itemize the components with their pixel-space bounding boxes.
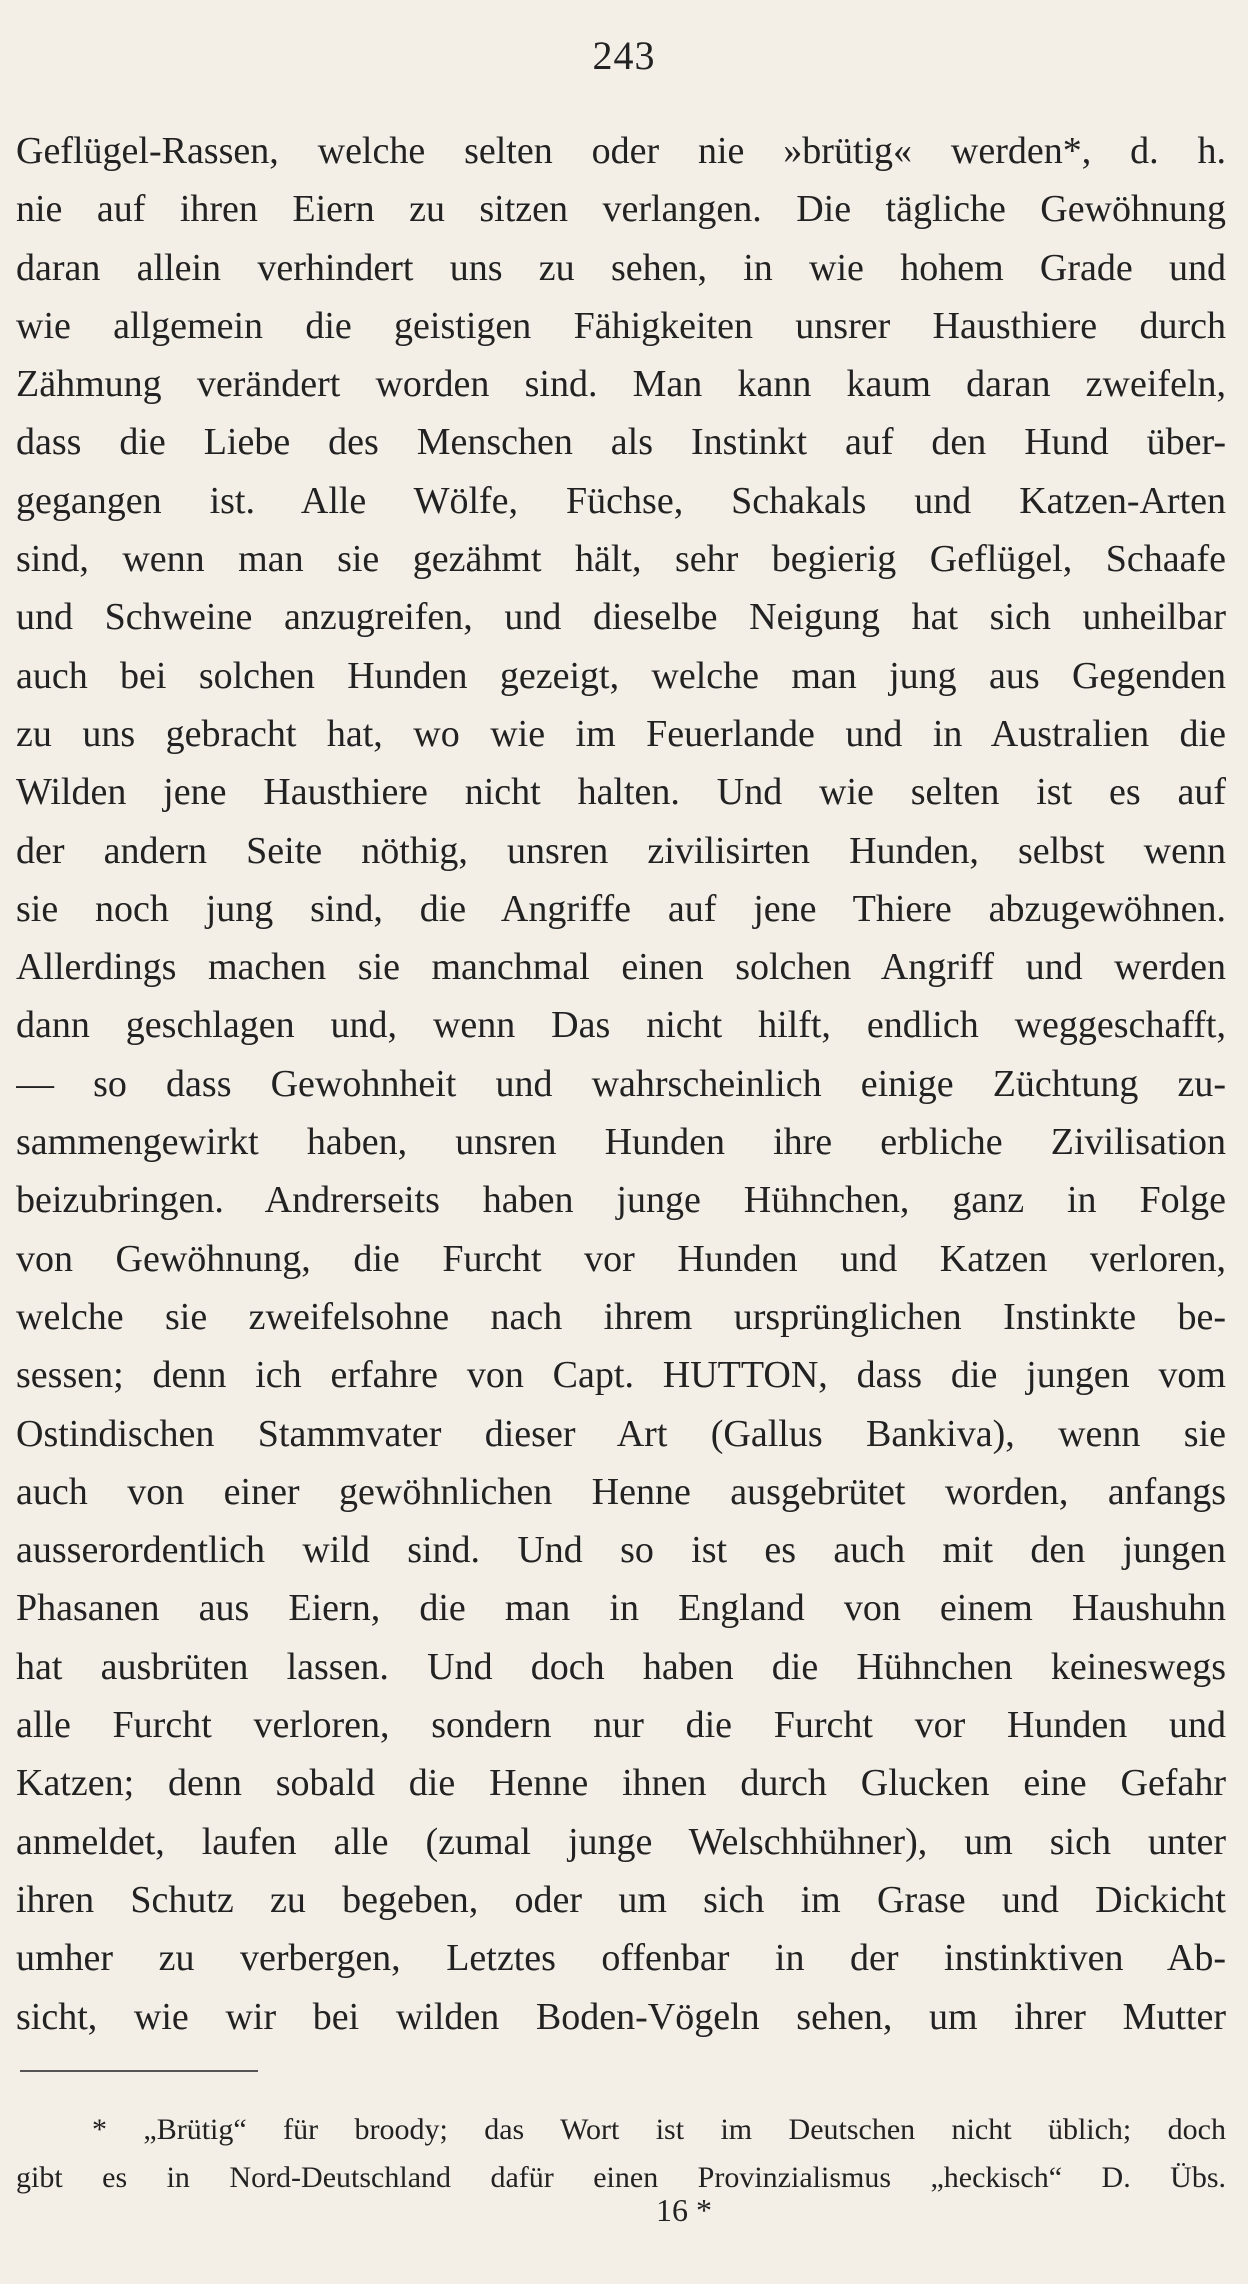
text-line: Geflügel-Rassen, welche selten oder nie »brütig« werden*, d. h.: [16, 130, 1226, 172]
text-line: sessen; denn ich erfahre von Capt. HUTTON, dass die jungen vom: [16, 1354, 1226, 1397]
text-line: nie auf ihren Eiern zu sitzen verlangen. Die tägliche Gewöhnung: [16, 188, 1226, 231]
text-line: — so dass Gewohnheit und wahrscheinlich einige Züchtung zu-: [16, 1062, 1226, 1105]
text-line: umher zu verbergen, Letztes offenbar in der instinktiven Ab-: [16, 1937, 1226, 1980]
text-line: dass die Liebe des Menschen als Instinkt auf den Hund über-: [16, 421, 1226, 464]
text-line: der andern Seite nöthig, unsren zivilisirten Hunden, selbst wenn: [16, 829, 1226, 872]
text-line: Ostindischen Stammvater dieser Art (Gallus Bankiva), wenn sie: [16, 1412, 1226, 1455]
text-line: von Gewöhnung, die Furcht vor Hunden und Katzen verloren,: [16, 1237, 1226, 1280]
text-line: ihren Schutz zu begeben, oder um sich im Grase und Dickicht: [16, 1878, 1226, 1921]
signature-mark: 16 *: [656, 2192, 712, 2228]
text-line: Zähmung verändert worden sind. Man kann kaum daran zweifeln,: [16, 363, 1226, 406]
text-line: auch bei solchen Hunden gezeigt, welche man jung aus Gegenden: [16, 654, 1226, 697]
text-line: auch von einer gewöhnlichen Henne ausgebrütet worden, anfangs: [16, 1470, 1226, 1513]
text-line: anmeldet, laufen alle (zumal junge Welschhühner), um sich unter: [16, 1820, 1226, 1863]
text-line: beizubringen. Andrerseits haben junge Hühnchen, ganz in Folge: [16, 1179, 1226, 1222]
text-line: Katzen; denn sobald die Henne ihnen durch Glucken eine Gefahr: [16, 1762, 1226, 1805]
body-text: [16, 122, 1226, 2046]
footnote-divider: [20, 2070, 258, 2072]
text-line: Phasanen aus Eiern, die man in England von einem Haushuhn: [16, 1587, 1226, 1630]
page-number: 243: [592, 33, 656, 78]
text-line: gegangen ist. Alle Wölfe, Füchse, Schakals und Katzen-Arten: [16, 479, 1226, 522]
text-line: sicht, wie wir bei wilden Boden-Vögeln sehen, um ihrer Mutter: [16, 1995, 1226, 2038]
text-line: wie allgemein die geistigen Fähigkeiten unsrer Hausthiere durch: [16, 304, 1226, 347]
footnote-line: * „Brütig“ für broody; das Wort ist im Deutschen nicht üblich; doch: [92, 2113, 1226, 2146]
text-line: hat ausbrüten lassen. Und doch haben die Hühnchen keineswegs: [16, 1645, 1226, 1688]
text-line: alle Furcht verloren, sondern nur die Furcht vor Hunden und: [16, 1704, 1226, 1747]
text-line: ausserordentlich wild sind. Und so ist es auch mit den jungen: [16, 1529, 1226, 1572]
text-line: Allerdings machen sie manchmal einen solchen Angriff und werden: [16, 946, 1226, 989]
text-line: zu uns gebracht hat, wo wie im Feuerlande und in Australien die: [16, 712, 1226, 755]
text-line: sind, wenn man sie gezähmt hält, sehr begierig Geflügel, Schaafe: [16, 538, 1226, 581]
footnote: [16, 2106, 1226, 2202]
text-line: daran allein verhindert uns zu sehen, in wie hohem Grade und: [16, 246, 1226, 289]
text-line: und Schweine anzugreifen, und dieselbe Neigung hat sich unheilbar: [16, 596, 1226, 639]
text-line: sammengewirkt haben, unsren Hunden ihre erbliche Zivilisation: [16, 1121, 1226, 1164]
footnote-line: gibt es in Nord-Deutschland dafür einen Provinzialismus „heckisch“ D. Übs.: [16, 2161, 1226, 2194]
text-line: welche sie zweifelsohne nach ihrem ursprünglichen Instinkte be-: [16, 1295, 1226, 1338]
text-line: sie noch jung sind, die Angriffe auf jene Thiere abzugewöhnen.: [16, 887, 1226, 930]
text-line: dann geschlagen und, wenn Das nicht hilft, endlich weggeschafft,: [16, 1004, 1226, 1047]
text-line: Wilden jene Hausthiere nicht halten. Und wie selten ist es auf: [16, 771, 1226, 814]
